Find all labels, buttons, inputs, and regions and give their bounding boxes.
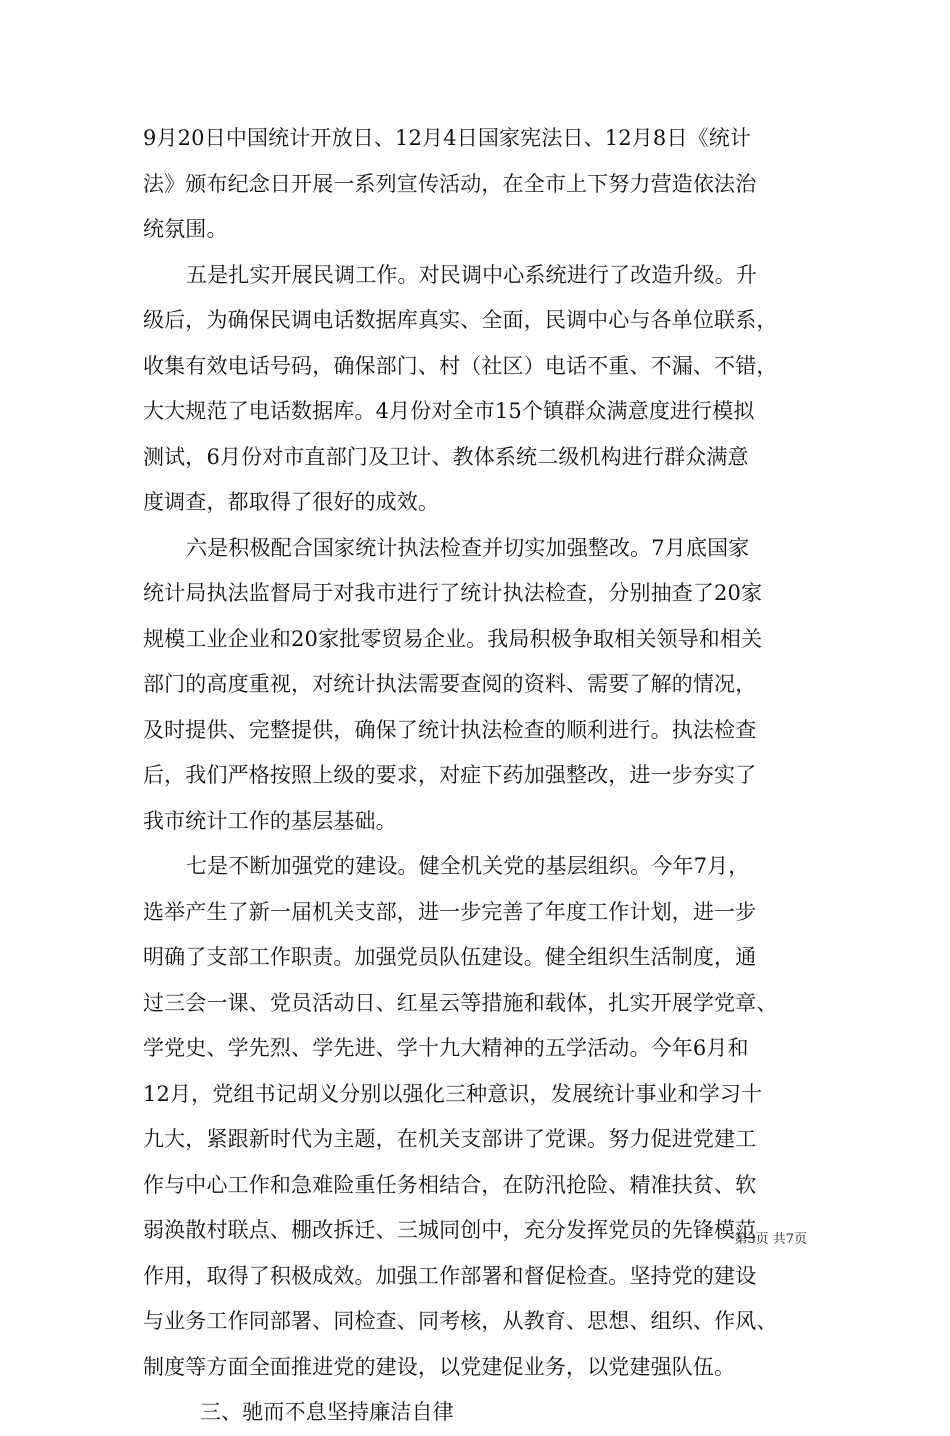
- text-line: 统计局执法监督局于对我市进行了统计执法检查，分别抽查了20家: [143, 581, 763, 605]
- text-line: 测试，6月份对市直部门及卫计、教体系统二级机构进行群众满意: [143, 444, 749, 469]
- text-line: 大大规范了电话数据库。4月份对全市15个镇群众满意度进行模拟: [143, 399, 755, 423]
- text-line: 与业务工作同部署、同检查、同考核，从教育、思想、组织、作风、: [143, 1309, 778, 1333]
- text-line: 后，我们严格按照上级的要求，对症下药加强整改，进一步夯实了: [143, 763, 757, 787]
- text-line: 级后，为确保民调电话数据库真实、全面，民调中心与各单位联系，: [143, 308, 778, 332]
- text-line: 作用，取得了积极成效。加强工作部署和督促检查。坚持党的建设: [143, 1263, 757, 1288]
- text-line: 选举产生了新一届机关支部，进一步完善了年度工作计划，进一步: [143, 899, 757, 924]
- text-line: 我市统计工作的基层基础。: [143, 808, 397, 833]
- text-line: 部门的高度重视，对统计执法需要查阅的资料、需要了解的情况，: [143, 672, 757, 696]
- text-line: 过三会一课、党员活动日、红星云等措施和载体，扎实开展学党章、: [143, 990, 778, 1015]
- text-line: 收集有效电话号码，确保部门、村（社区）电话不重、不漏、不错，: [143, 353, 778, 378]
- text-line: 作与中心工作和急难险重任务相结合，在防汛抢险、精准扶贫、软: [143, 1172, 757, 1197]
- text-line: 九大，紧跟新时代为主题，在机关支部讲了党课。努力促进党建工: [143, 1127, 757, 1151]
- paragraph-five-start: 五是扎实开展民调工作。对民调中心系统进行了改造升级。升: [186, 262, 758, 287]
- text-line: 统氛围。: [143, 217, 228, 241]
- text-line: 学党史、学先烈、学先进、学十九大精神的五学活动。今年6月和: [143, 1036, 749, 1060]
- text-line: 弱涣散村联点、棚改拆迁、三城同创中，充分发挥党员的先锋模范: [143, 1218, 757, 1242]
- text-line: 及时提供、完整提供，确保了统计执法检查的顺利进行。执法检查: [143, 717, 757, 742]
- section-heading: 三、驰而不息坚持廉洁自律: [200, 1400, 454, 1424]
- paragraph-seven-start: 七是不断加强党的建设。健全机关党的基层组织。今年7月，: [186, 854, 750, 878]
- page-number-footer: 第3页 共7页: [734, 1232, 807, 1247]
- text-line: 制度等方面全面推进党的建设，以党建促业务，以党建强队伍。: [143, 1354, 736, 1379]
- text-line: 12月，党组书记胡义分别以强化三种意识，发展统计事业和学习十: [143, 1081, 763, 1106]
- document-body: [143, 116, 815, 1436]
- text-line: 9月20日中国统计开放日、12月4日国家宪法日、12月8日《统计: [143, 126, 752, 150]
- text-line: 度调查，都取得了很好的成效。: [143, 490, 440, 514]
- text-line: 规模工业企业和20家批零贸易企业。我局积极争取相关领导和相关: [143, 626, 763, 651]
- text-line: 法》颁布纪念日开展一系列宣传活动，在全市上下努力营造依法治: [143, 171, 757, 196]
- paragraph-six-start: 六是积极配合国家统计执法检查并切实加强整改。7月底国家: [186, 535, 750, 560]
- text-line: 明确了支部工作职责。加强党员队伍建设。健全组织生活制度，通: [143, 945, 757, 969]
